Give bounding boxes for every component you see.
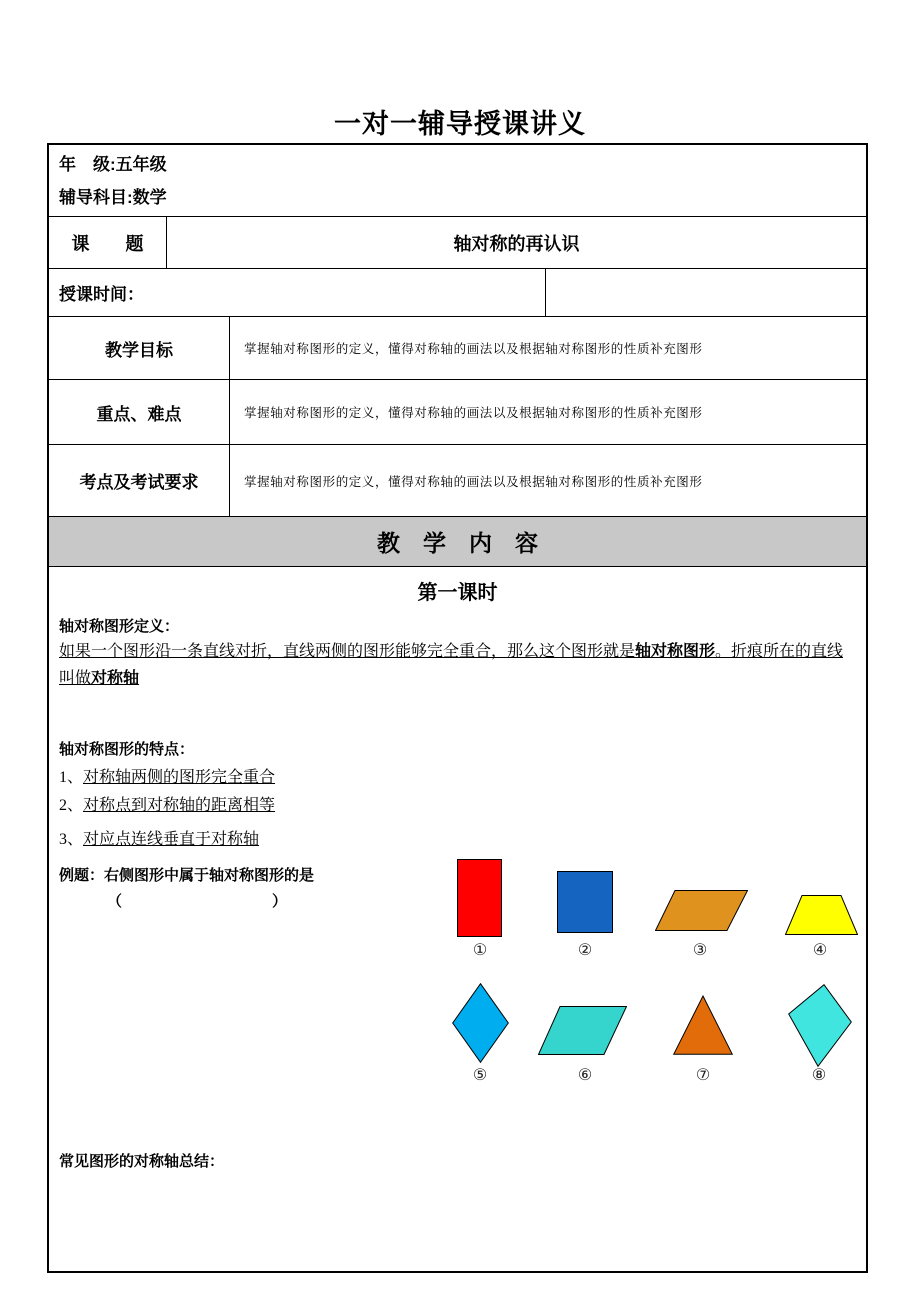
- definition-term-1: 轴对称图形: [635, 643, 716, 660]
- features-heading: 轴对称图形的特点：: [59, 741, 195, 759]
- exam-points-label: 考点及考试要求: [49, 445, 230, 516]
- shape-square: [557, 871, 613, 933]
- time-value-cell: [546, 269, 866, 316]
- topic-label: 课 题: [49, 217, 167, 268]
- key-points-label: 重点、难点: [49, 380, 230, 444]
- shape-rhombus: [452, 983, 509, 1063]
- goals-label: 教学目标: [49, 317, 230, 379]
- grade-line: 年 级:五年级: [59, 155, 167, 174]
- topic-value: 轴对称的再认识: [453, 233, 580, 254]
- feature-text: 对称点到对称轴的距离相等: [83, 797, 276, 815]
- key-points-content: 掌握轴对称图形的定义，懂得对称轴的画法以及根据轴对称图形的性质补充图形: [244, 406, 703, 420]
- subject-line: 辅导科目:数学: [59, 188, 167, 207]
- teaching-content-body: [49, 567, 866, 1271]
- goals-row: [49, 317, 866, 380]
- page-title: 一对一辅导授课讲义: [334, 109, 586, 139]
- shape-label-3: ③: [692, 942, 708, 959]
- shape-label-5: ⑤: [472, 1067, 488, 1084]
- shape-label-8: ⑧: [811, 1067, 827, 1084]
- shape-label-6: ⑥: [577, 1067, 593, 1084]
- shape-label-2: ②: [577, 942, 593, 959]
- shape-kite: [788, 984, 852, 1067]
- feature-item-3: [59, 826, 866, 849]
- shape-rectangle: [457, 859, 502, 937]
- grade-subject-row: [49, 145, 866, 217]
- shape-triangle: [673, 995, 733, 1055]
- shape-trapezoid: [785, 895, 858, 935]
- lesson-title: 第一课时: [417, 582, 498, 604]
- definition-text-1: 如果一个图形沿一条直线对折，直线两侧的图形能够完全重合，那么这个图形就是: [59, 643, 636, 660]
- shape-label-7: ⑦: [695, 1067, 711, 1084]
- feature-text: 对称轴两侧的图形完全重合: [83, 769, 276, 787]
- key-points-row: [49, 380, 866, 445]
- example-text: 右侧图形中属于轴对称图形的是: [104, 867, 315, 885]
- summary-heading: 常见图形的对称轴总结：: [59, 1153, 225, 1170]
- teaching-content-header: 教 学 内 容: [49, 517, 866, 567]
- feature-number: 3、: [59, 831, 84, 849]
- time-label: 授课时间：: [49, 269, 546, 316]
- definition-term-2: 对称轴: [91, 670, 140, 688]
- exam-points-content: 掌握轴对称图形的定义，懂得对称轴的画法以及根据轴对称图形的性质补充图形: [244, 474, 703, 489]
- shape-parallelogram-2: [538, 1006, 627, 1055]
- shape-parallelogram: [655, 890, 748, 931]
- feature-number: 1、: [59, 769, 84, 787]
- time-row: [49, 269, 866, 317]
- definition-heading: 轴对称图形定义：: [59, 618, 180, 635]
- definition-text-2: 。折痕所在的直线叫做: [59, 643, 844, 688]
- lesson-info-table: [47, 143, 868, 1273]
- example-label: 例题：: [59, 867, 105, 885]
- shape-label-4: ④: [812, 942, 828, 959]
- definition-paragraph: [59, 638, 856, 692]
- goals-content: 掌握轴对称图形的定义，懂得对称轴的画法以及根据轴对称图形的性质补充图形: [244, 342, 703, 356]
- example-question: [59, 863, 439, 914]
- topic-row: [49, 217, 866, 269]
- feature-item-2: [59, 792, 866, 815]
- exam-points-row: [49, 445, 866, 517]
- feature-number: 2、: [59, 797, 84, 815]
- shape-label-1: ①: [472, 942, 488, 959]
- feature-text: 对应点连线垂直于对称轴: [83, 831, 260, 849]
- feature-item-1: [59, 764, 866, 787]
- example-answer-blank: （ ）: [107, 892, 288, 910]
